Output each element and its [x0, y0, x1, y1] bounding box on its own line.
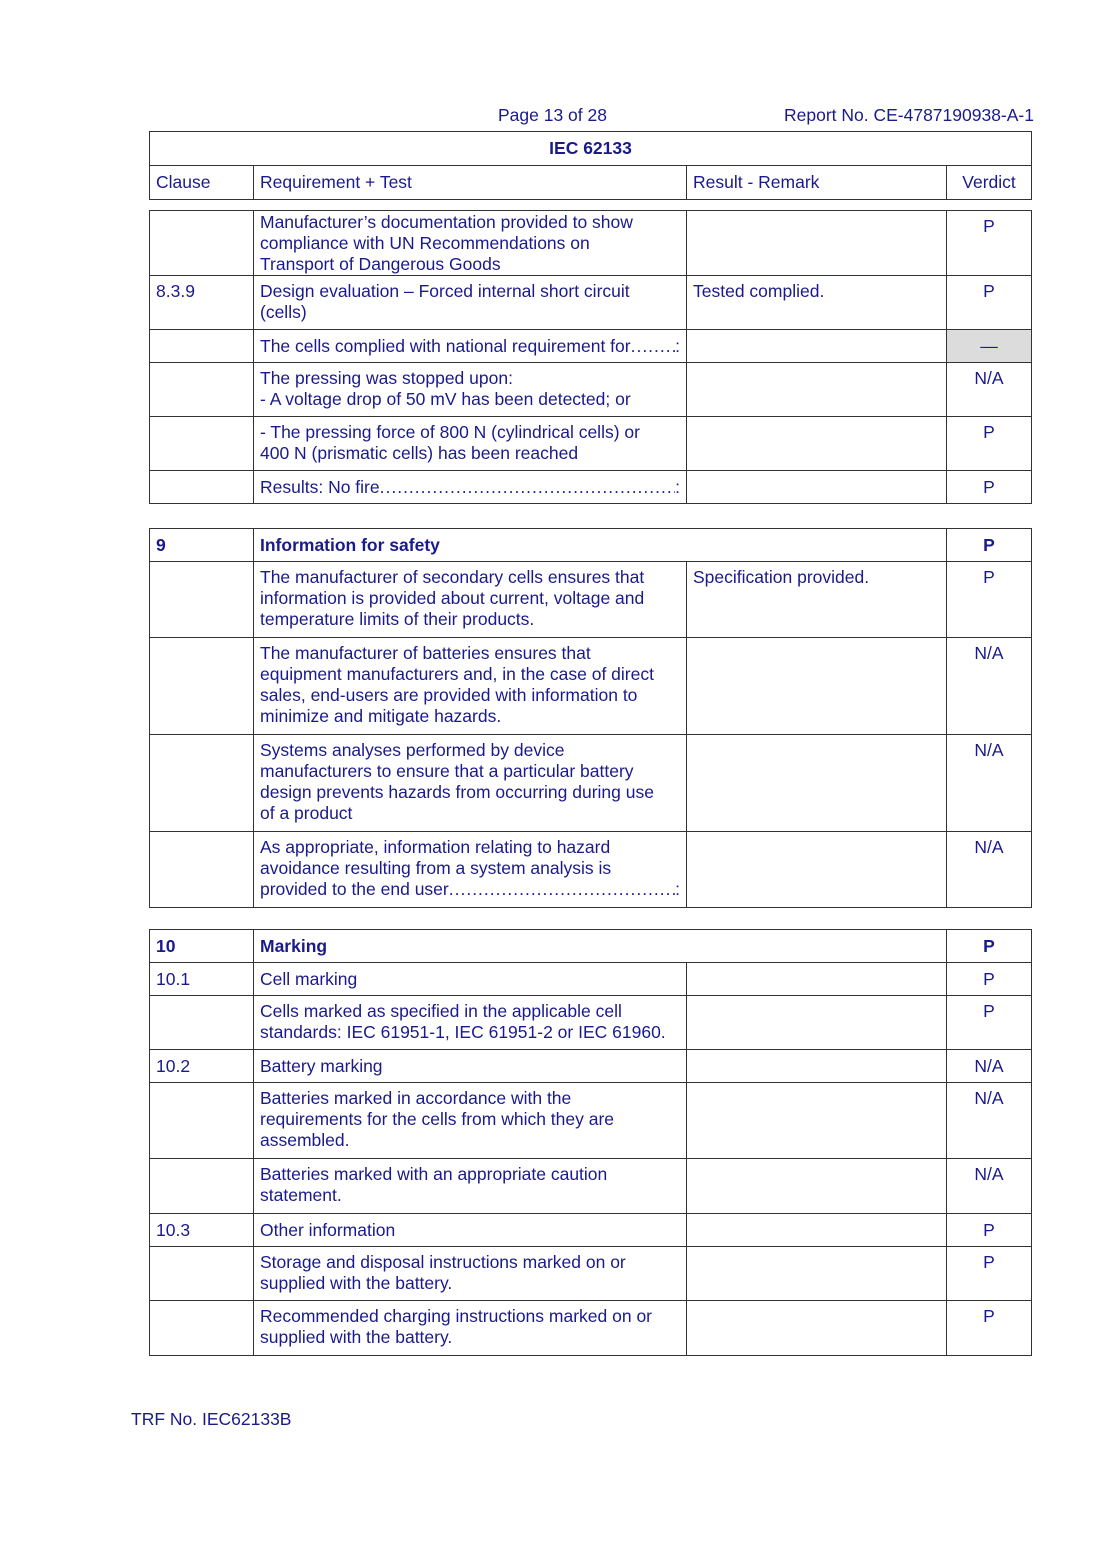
verdict-cell: P	[947, 471, 1032, 504]
table-section-9	[149, 528, 1032, 908]
verdict-cell: —	[947, 330, 1032, 363]
verdict-cell: P	[947, 1247, 1032, 1301]
requirement-line: assembled.	[260, 1130, 350, 1150]
requirement-line: statement.	[260, 1185, 342, 1205]
leader-colon: :	[675, 879, 680, 899]
verdict-cell: N/A	[947, 1083, 1032, 1159]
requirement-line: Cells marked as specified in the applicable cell	[260, 1001, 622, 1021]
leader-colon: :	[675, 335, 680, 356]
requirement-line: (cells)	[260, 302, 307, 322]
clause-cell	[150, 1159, 254, 1214]
result-cell	[687, 417, 947, 471]
requirement-cell	[254, 638, 687, 735]
clause-cell	[150, 832, 254, 908]
clause-cell	[150, 996, 254, 1050]
requirement-line: information is provided about current, voltage and	[260, 588, 645, 608]
result-cell	[687, 363, 947, 417]
requirement-text: provided to the end user	[260, 879, 449, 899]
requirement-line: standards: IEC 61951-1, IEC 61951-2 or IEC 61960.	[260, 1022, 666, 1042]
table-row	[150, 735, 1032, 832]
verdict-cell: P	[947, 1301, 1032, 1356]
section-clause: 9	[150, 529, 254, 562]
table-row	[150, 562, 1032, 638]
requirement-line: 400 N (prismatic cells) has been reached	[260, 443, 579, 463]
result-cell	[687, 1159, 947, 1214]
verdict-cell: N/A	[947, 363, 1032, 417]
trf-number: TRF No. IEC62133B	[131, 1409, 292, 1429]
requirement-line: Transport of Dangerous Goods	[260, 254, 501, 274]
requirement-line: minimize and mitigate hazards.	[260, 706, 502, 726]
result-cell	[687, 1301, 947, 1356]
requirement-line: supplied with the battery.	[260, 1327, 453, 1347]
column-header-clause: Clause	[150, 166, 254, 200]
requirement-line: requirements for the cells from which they are	[260, 1109, 615, 1129]
requirement-cell	[254, 562, 687, 638]
requirement-cell	[254, 417, 687, 471]
table-row	[150, 1159, 1032, 1214]
requirement-cell	[254, 735, 687, 832]
table-8-3-9	[149, 210, 1032, 504]
result-cell	[687, 471, 947, 504]
requirement-line: Recommended charging instructions marked on or	[260, 1306, 652, 1326]
verdict-cell: P	[947, 1214, 1032, 1247]
column-header-verdict: Verdict	[947, 166, 1032, 200]
requirement-line: supplied with the battery.	[260, 1273, 453, 1293]
result-cell: Tested complied.	[687, 276, 947, 330]
clause-cell: 8.3.9	[150, 276, 254, 330]
result-cell	[687, 330, 947, 363]
result-cell	[687, 1214, 947, 1247]
leader-dots	[449, 879, 675, 900]
report-number: Report No. CE-4787190938-A-1	[783, 105, 1034, 125]
table-section-10	[149, 929, 1032, 1356]
result-cell	[687, 832, 947, 908]
clause-cell	[150, 1247, 254, 1301]
requirement-cell: Battery marking	[254, 1050, 687, 1083]
clause-cell	[150, 735, 254, 832]
table-row	[150, 471, 1032, 504]
section-title: Information for safety	[254, 529, 947, 562]
column-header-result: Result - Remark	[687, 166, 947, 200]
clause-cell	[150, 417, 254, 471]
requirement-cell: Other information	[254, 1214, 687, 1247]
section-row	[150, 529, 1032, 562]
result-cell	[687, 1247, 947, 1301]
result-cell: Specification provided.	[687, 562, 947, 638]
table-row	[150, 832, 1032, 908]
requirement-line: - A voltage drop of 50 mV has been detected; or	[260, 389, 631, 409]
requirement-cell	[254, 996, 687, 1050]
table-row	[150, 363, 1032, 417]
requirement-cell: Cell marking	[254, 963, 687, 996]
section-title: Marking	[254, 930, 947, 963]
clause-cell	[150, 1301, 254, 1356]
table-row	[150, 211, 1032, 276]
requirement-text: Results: No fire	[260, 476, 380, 497]
column-header-requirement: Requirement + Test	[254, 166, 687, 200]
section-verdict: P	[947, 930, 1032, 963]
requirement-line: sales, end-users are provided with information to	[260, 685, 638, 705]
clause-cell	[150, 330, 254, 363]
verdict-cell: N/A	[947, 832, 1032, 908]
table-row	[150, 417, 1032, 471]
clause-cell	[150, 562, 254, 638]
result-cell	[687, 996, 947, 1050]
verdict-cell: N/A	[947, 1159, 1032, 1214]
verdict-cell: N/A	[947, 1050, 1032, 1083]
table-row	[150, 963, 1032, 996]
requirement-line: The manufacturer of secondary cells ensures that	[260, 567, 645, 587]
table-row	[150, 1247, 1032, 1301]
table-row	[150, 1050, 1032, 1083]
requirement-line: manufacturers to ensure that a particular battery	[260, 761, 634, 781]
clause-cell	[150, 638, 254, 735]
requirement-line: The pressing was stopped upon:	[260, 368, 513, 388]
result-cell	[687, 1083, 947, 1159]
leader-colon: :	[675, 476, 680, 497]
requirement-cell	[254, 276, 687, 330]
section-row	[150, 930, 1032, 963]
clause-cell	[150, 363, 254, 417]
requirement-line: As appropriate, information relating to hazard	[260, 837, 611, 857]
requirement-line: of a product	[260, 803, 353, 823]
requirement-line: Design evaluation – Forced internal short circuit	[260, 281, 630, 301]
clause-cell: 10.3	[150, 1214, 254, 1247]
requirement-line: Systems analyses performed by device	[260, 740, 565, 760]
leader-dots	[631, 336, 676, 357]
table-row	[150, 330, 1032, 363]
verdict-cell: P	[947, 996, 1032, 1050]
table-row	[150, 996, 1032, 1050]
requirement-text: The cells complied with national requirement for	[260, 335, 631, 356]
clause-cell: 10.2	[150, 1050, 254, 1083]
requirement-line: The manufacturer of batteries ensures that	[260, 643, 591, 663]
verdict-cell: N/A	[947, 638, 1032, 735]
requirement-line: Manufacturer’s documentation provided to show	[260, 212, 633, 232]
result-cell	[687, 735, 947, 832]
clause-cell	[150, 211, 254, 276]
verdict-cell: P	[947, 562, 1032, 638]
verdict-cell: P	[947, 211, 1032, 276]
requirement-cell	[254, 471, 687, 504]
header-table	[149, 131, 1032, 200]
requirement-line: - The pressing force of 800 N (cylindrical cells) or	[260, 422, 640, 442]
requirement-line: Batteries marked in accordance with the	[260, 1088, 572, 1108]
requirement-line: avoidance resulting from a system analysis is	[260, 858, 612, 878]
requirement-line: temperature limits of their products.	[260, 609, 535, 629]
verdict-cell: P	[947, 963, 1032, 996]
requirement-cell	[254, 1083, 687, 1159]
result-cell	[687, 638, 947, 735]
result-cell	[687, 211, 947, 276]
requirement-line: design prevents hazards from occurring during use	[260, 782, 654, 802]
requirement-line: Batteries marked with an appropriate caution	[260, 1164, 608, 1184]
leader-dots	[380, 477, 676, 498]
table-row	[150, 638, 1032, 735]
table-row	[150, 1083, 1032, 1159]
requirement-line: compliance with UN Recommendations on	[260, 233, 590, 253]
table-row	[150, 276, 1032, 330]
requirement-cell	[254, 1301, 687, 1356]
verdict-cell: N/A	[947, 735, 1032, 832]
requirement-cell	[254, 363, 687, 417]
result-cell	[687, 963, 947, 996]
standard-title: IEC 62133	[150, 132, 1032, 166]
requirement-line: Storage and disposal instructions marked on or	[260, 1252, 626, 1272]
result-cell	[687, 1050, 947, 1083]
table-row	[150, 1301, 1032, 1356]
requirement-line: equipment manufacturers and, in the case of direct	[260, 664, 654, 684]
requirement-cell	[254, 330, 687, 363]
table-row	[150, 1214, 1032, 1247]
requirement-cell	[254, 1159, 687, 1214]
requirement-cell	[254, 1247, 687, 1301]
clause-cell	[150, 1083, 254, 1159]
requirement-cell	[254, 832, 687, 908]
section-clause: 10	[150, 930, 254, 963]
clause-cell	[150, 471, 254, 504]
clause-cell: 10.1	[150, 963, 254, 996]
section-verdict: P	[947, 529, 1032, 562]
requirement-cell	[254, 211, 687, 276]
verdict-cell: P	[947, 417, 1032, 471]
page-number: Page 13 of 28	[498, 105, 607, 125]
verdict-cell: P	[947, 276, 1032, 330]
